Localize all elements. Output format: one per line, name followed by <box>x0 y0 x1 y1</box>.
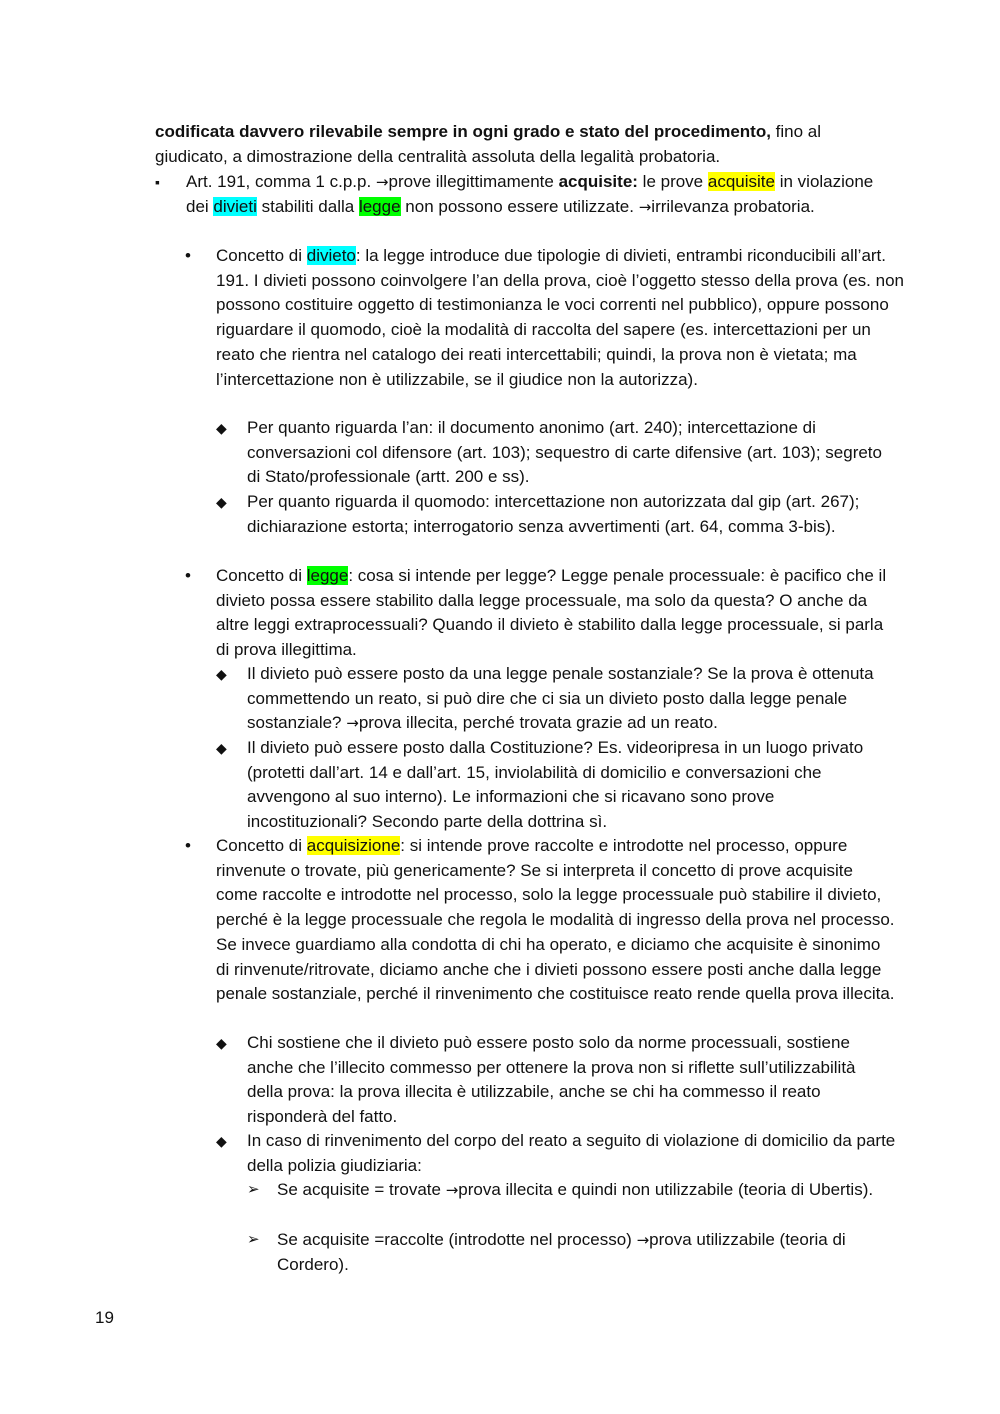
divieto-sub1: ◆ Per quanto riguarda l’an: il documento anonimo (art. 240); intercettazione di conversazioni col difensore (art. 103); sequestro di carte difensive (art. 103); segreto di Stato/professionale (artt. 200 e ss). <box>216 418 882 487</box>
divieto-item <box>185 244 905 392</box>
arrow-icon: → <box>445 1181 459 1199</box>
diamond-bullet-icon: ◆ <box>216 494 227 510</box>
diamond-bullet-icon: ◆ <box>216 420 227 436</box>
divieto-sub2: ◆ Per quanto riguarda il quomodo: intercettazione non autorizzata dal gip (art. 267); dichiarazione estorta; interrogatorio senza avvertimenti (art. 64, comma 3-bis). <box>216 492 860 536</box>
highlight-acquisite: acquisite <box>707 172 775 191</box>
dot-bullet-icon: • <box>185 246 191 265</box>
acquisizione-sub2b: ➢ Se acquisite =raccolte (introdotte nel processo) →prova utilizzabile (teoria di Cordero). <box>247 1230 846 1274</box>
diamond-bullet-icon: ◆ <box>216 1035 227 1051</box>
pointer-arrow-icon: ➢ <box>247 1181 260 1198</box>
diamond-bullet-icon: ◆ <box>216 1133 227 1149</box>
art191-item <box>155 170 895 219</box>
divieto-text: Concetto di divieto: la legge introduce due tipologie di divieti, entrambi riconducibili all’art. 191. I divieti possono coinvolgere l’an della prova, cioè l’oggetto stesso della prova (es. non possono costituire oggetto di testimonianza le voci correnti nel pubblico), oppure possono riguardare il quomodo, cioè la modalità di raccolta del sapere (es. intercettazioni per un reato che rientra nel catalogo dei reati intercettabili; quindi, la prova non è vietata; ma l’intercettazione non è utilizzabile, se il giudice non la autorizza). <box>216 246 904 389</box>
highlight-acquisizione: acquisizione <box>306 836 401 855</box>
square-bullet-icon: ▪ <box>155 174 160 190</box>
acquisizione-sub1: ◆ Chi sostiene che il divieto può essere posto solo da norme processuali, sostiene anche che l’illecito commesso per ottenere la prova non si riflette sull’utilizzabilità della prova: la prova illecita è utilizzabile, anche se chi ha commesso il reato risponderà del fatto. <box>216 1033 856 1127</box>
legge-item <box>185 564 890 663</box>
arrow-icon: → <box>346 714 359 733</box>
legge-sub1: ◆ Il divieto può essere posto da una legge penale sostanziale? Se la prova è ottenuta commettendo un reato, si può dire che ci sia un divieto posto dalla legge penale sostanziale? →prova illecita, perché trovata grazie ad un reato. <box>216 664 874 733</box>
pointer-arrow-icon: ➢ <box>247 1231 260 1248</box>
dot-bullet-icon: • <box>185 836 191 855</box>
arrow-icon: → <box>638 197 652 216</box>
art191-text: Art. 191, comma 1 c.p.p. →prove illegittimamente acquisite: le prove acquisite in violazione dei divieti stabiliti dalla legge non possono essere utilizzate. →irrilevanza probatoria. <box>186 172 874 216</box>
arrow-icon: → <box>375 173 389 191</box>
diamond-bullet-icon: ◆ <box>216 740 227 756</box>
acquisizione-text: Concetto di acquisizione: si intende prove raccolte e introdotte nel processo, oppure rinvenute o trovate, più genericamente? Se si interpreta il concetto di prove acquisite come raccolte e introdotte nel processo, solo la legge processuale può stabilire il divieto, perché è la legge processuale che regola le modalità di ingresso della prova nel processo. Se invece guardiamo alla condotta di chi ha operato, e diciamo che acquisite è sinonimo di rinvenute/ritrovate, diciamo anche che i divieti possono essere posti anche dalla legge penale sostanziale, perché il rinvenimento che costituisce reato rende quella prova illecita. <box>216 836 895 1004</box>
intro-rest-text: fino al giudicato, a dimostrazione della centralità assoluta della legalità probatoria. <box>155 122 822 166</box>
intro-paragraph <box>155 120 875 169</box>
highlight-divieti: divieti <box>213 196 257 216</box>
page-number: 19 <box>95 1308 114 1327</box>
acquisizione-item <box>185 834 895 1007</box>
arrow-icon: → <box>636 1231 650 1249</box>
acquisizione-sub2a: ➢ Se acquisite = trovate →prova illecita e quindi non utilizzabile (teoria di Ubertis). <box>247 1178 902 1203</box>
acquisizione-sub2: ◆ In caso di rinvenimento del corpo del reato a seguito di violazione di domicilio da parte della polizia giudiziaria: <box>216 1131 896 1175</box>
dot-bullet-icon: • <box>185 566 191 585</box>
diamond-bullet-icon: ◆ <box>216 666 227 682</box>
intro-bold-text: codificata davvero rilevabile sempre in ogni grado e stato del procedimento, <box>155 122 771 141</box>
legge-text: Concetto di legge: cosa si intende per legge? Legge penale processuale: è pacifico che il divieto possa essere stabilito dalla legge processuale, ma solo da questa? O anche da altre leggi extraprocessuali? Quando il divieto è stabilito dalla legge processuale, si parla di prova illegittima. <box>216 566 887 660</box>
highlight-legge: legge <box>358 196 401 216</box>
highlight-divieto: divieto <box>306 246 356 265</box>
highlight-legge: legge <box>306 566 349 585</box>
legge-sub2: ◆ Il divieto può essere posto dalla Costituzione? Es. videoripresa in un luogo privato (protetti dall’art. 14 e dall’art. 15, inviolabilità di domicilio e conversazioni che avvengono al suo interno). Le informazioni che si ricavano sono prove incostituzionali? Secondo parte della dottrina sì. <box>216 738 864 832</box>
